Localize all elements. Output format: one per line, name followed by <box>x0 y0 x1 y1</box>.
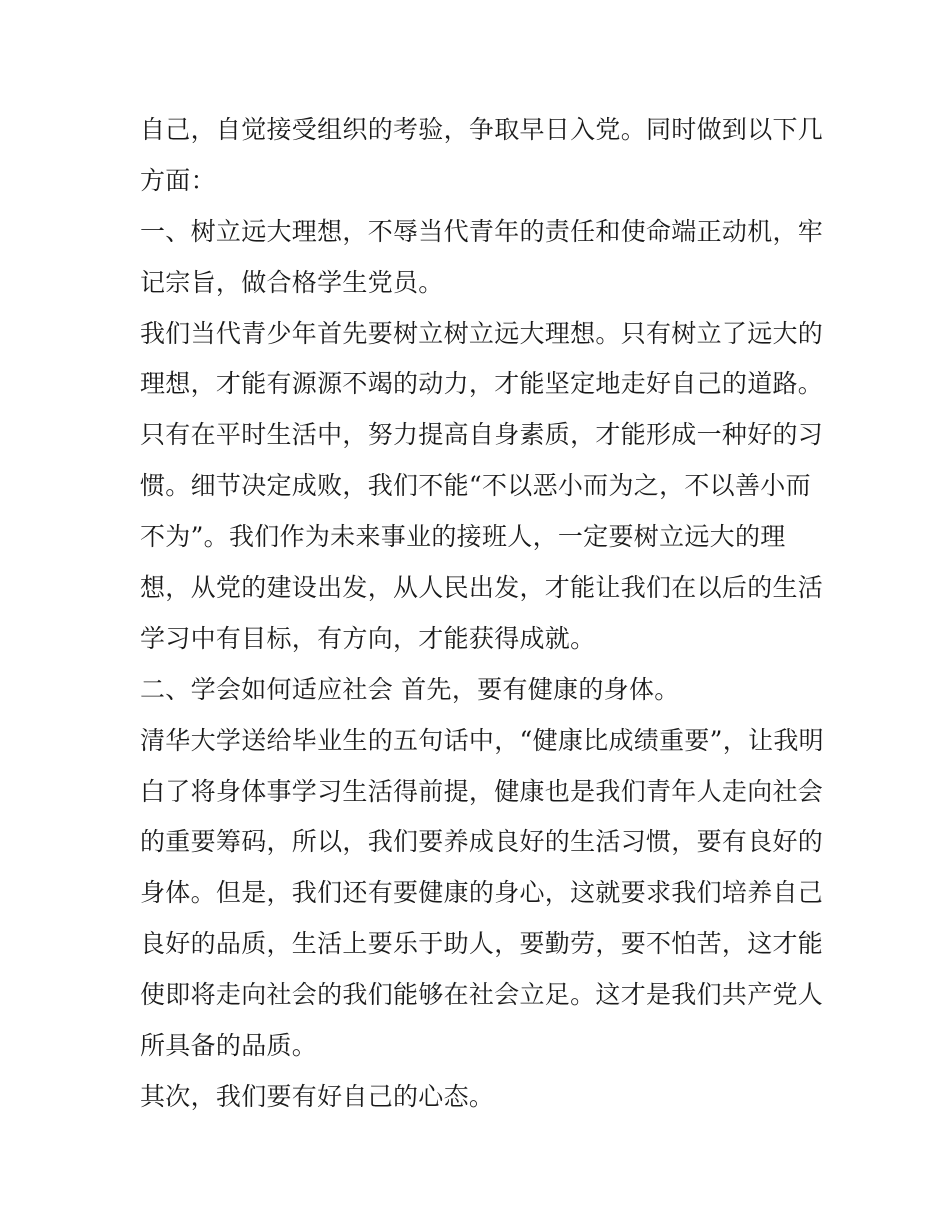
section-heading-line: 记宗旨，做合格学生党员。 <box>140 267 444 297</box>
text-line: 方面： <box>140 165 216 195</box>
text-line: 不为”。我们作为未来事业的接班人，一定要树立远大的理 <box>140 522 786 552</box>
body-text <box>140 105 824 1123</box>
text-line: 所具备的品质。 <box>140 1031 318 1061</box>
text-line: 自己，自觉接受组织的考验，争取早日入党。同时做到以下几 <box>140 115 824 144</box>
text-line: 理想，才能有源源不竭的动力，才能坚定地走好自己的道路。 <box>140 369 824 399</box>
text-line: 学习中有目标，有方向，才能获得成就。 <box>140 623 596 653</box>
text-line: 清华大学送给毕业生的五句话中，“健康比成绩重要”，让我明 <box>140 725 824 755</box>
text-line: 良好的品质，生活上要乐于助人，要勤劳，要不怕苦，这才能 <box>140 929 824 959</box>
text-line: 身体。但是，我们还有要健康的身心，这就要求我们培养自己 <box>140 878 824 908</box>
text-line: 的重要筹码，所以，我们要养成良好的生活习惯，要有良好的 <box>140 827 824 857</box>
text-line: 使即将走向社会的我们能够在社会立足。这才是我们共产党人 <box>140 980 824 1010</box>
text-line: 想，从党的建设出发，从人民出发，才能让我们在以后的生活 <box>140 573 824 603</box>
section-heading-line: 一、树立远大理想，不辱当代青年的责任和使命端正动机，牢 <box>140 216 824 246</box>
section-heading-line: 二、学会如何适应社会 首先，要有健康的身体。 <box>140 674 680 704</box>
text-line: 白了将身体事学习生活得前提，健康也是我们青年人走向社会 <box>140 776 824 806</box>
text-line: 惯。细节决定成败，我们不能“不以恶小而为之，不以善小而 <box>140 471 811 501</box>
text-line: 其次，我们要有好自己的心态。 <box>140 1081 495 1111</box>
text-line: 只有在平时生活中，努力提高自身素质，才能形成一种好的习 <box>140 420 824 450</box>
text-line: 我们当代青少年首先要树立树立远大理想。只有树立了远大的 <box>140 318 824 348</box>
